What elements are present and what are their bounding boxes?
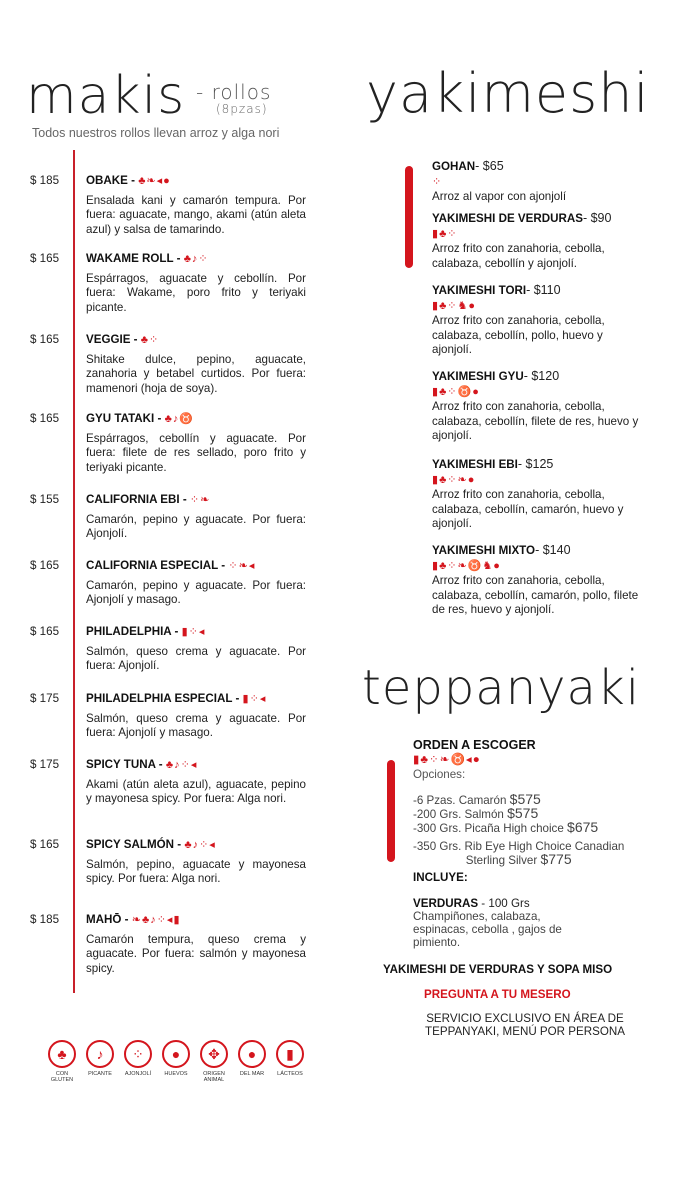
side-dish: YAKIMESHI DE VERDURAS Y SOPA MISO (383, 963, 613, 976)
item-desc: Arroz frito con zanahoria, cebolla, calabaza, cebollín, camarón, huevo y ajonjolí. (432, 488, 624, 531)
menu-item (86, 412, 306, 475)
item-desc: Camarón, pepino y aguacate. Por fuera: Ajonjolí y masago. (86, 578, 306, 607)
brush-stroke (387, 760, 395, 862)
dairy-icon: ▮ (413, 753, 421, 766)
menu-item (86, 625, 306, 674)
spicy-icon: ♪ (191, 253, 199, 265)
allergen-icons (165, 413, 194, 425)
spicy-icon: ♪ (174, 759, 181, 771)
item-price: $ 165 (30, 252, 60, 265)
sesame-icon: ⁘ (228, 560, 239, 572)
shrimp-icon: ❧ (439, 753, 451, 766)
item-price: - $120 (523, 369, 560, 383)
menu-item (432, 283, 642, 358)
divider-line (73, 150, 75, 993)
gluten-icon: ♣ (420, 753, 429, 766)
makis-title: makis (26, 66, 186, 126)
item-desc: Espárragos, aguacate y cebollín. Por fuera: Wakame, poro frito y teriyaki picante. (86, 271, 306, 314)
sesame-icon: ⁘ (447, 559, 458, 572)
sesame-icon: ⁘ (447, 473, 458, 486)
makis-pieces: (8pzas) (216, 102, 268, 116)
shrimp-icon: ❧ (131, 914, 142, 926)
allergen-icons (138, 175, 171, 187)
allergen-icons (243, 693, 267, 705)
item-desc: Salmón, queso crema y aguacate. Por fuera: Ajonjolí y masago. (86, 711, 306, 740)
dairy-icon: ▮ (432, 227, 440, 240)
allergen-icons (432, 559, 642, 574)
includes-label: INCLUYE: (413, 871, 468, 884)
item-price: - $65 (475, 159, 504, 173)
item-name: OBAKE - (86, 174, 135, 187)
item-price: - $140 (535, 543, 571, 557)
item-price: $ 165 (30, 559, 60, 572)
sesame-icon: ⁘ (447, 385, 458, 398)
menu-item (432, 369, 642, 444)
ask-waiter: PREGUNTA A TU MESERO (424, 988, 571, 1001)
fish-icon: ◂ (209, 839, 216, 851)
fish-icon: ◂ (465, 753, 473, 766)
beef-icon: ♉ (450, 753, 466, 766)
shrimp-icon: ❧ (146, 175, 157, 187)
item-price: $ 155 (30, 493, 60, 506)
shrimp-icon: ❧ (238, 560, 249, 572)
chicken-icon: ♞ (457, 299, 469, 312)
allergen-icons (432, 227, 642, 242)
yakimeshi-title: yakimeshi (366, 62, 650, 125)
sesame-icon: ⁘ (149, 334, 160, 346)
menu-item (86, 758, 306, 807)
item-desc: Shitake dulce, pepino, aguacate, zanahoria y betabel curtidos. Por fuera: mamenori (hoja de soya). (86, 352, 306, 395)
fish-icon: ◂ (190, 759, 198, 771)
allergen-icons (184, 253, 209, 265)
allergen-icons (184, 839, 215, 851)
gluten-icon: ♣ (183, 253, 192, 265)
service-note: SERVICIO EXCLUSIVO EN ÁREA DE TEPPANYAKI, MENÚ POR PERSONA (425, 1012, 625, 1038)
brush-stroke (405, 166, 413, 268)
chicken-icon: ♞ (482, 559, 494, 572)
legend-item: ▮ LÁCTEOS (274, 1040, 306, 1083)
gluten-icon: ♣ (439, 559, 448, 572)
item-price: $ 165 (30, 333, 60, 346)
legend-item: ♣ CON GLUTEN (46, 1040, 78, 1083)
item-name: YAKIMESHI TORI (432, 284, 527, 297)
sesame-icon: ⁘ (249, 693, 260, 705)
allergen-icons (432, 299, 642, 314)
allergen-icons (432, 175, 642, 190)
shrimp-icon: ❧ (457, 473, 468, 486)
sesame-icon: ⁘ (198, 253, 209, 265)
legend-item: ● HUEVOS (160, 1040, 192, 1083)
spicy-icon: ♪ (192, 839, 200, 851)
item-price: $ 165 (30, 625, 60, 638)
gluten-icon: ♣ (141, 914, 151, 926)
egg-icon: ● (468, 299, 477, 312)
fish-icon: ◂ (259, 693, 267, 705)
allergen-icons (182, 626, 206, 638)
item-name: PHILADELPHIA - (86, 625, 179, 638)
item-name: YAKIMESHI MIXTO (432, 544, 536, 557)
gluten-icon: ♣ (165, 759, 175, 771)
item-price: $ 185 (30, 913, 60, 926)
fish-icon: ◂ (198, 626, 206, 638)
item-name: YAKIMESHI GYU (432, 370, 524, 383)
menu-item (432, 159, 642, 205)
makis-subtitle: - rollos (196, 80, 272, 104)
allergen-icons (141, 334, 159, 346)
legend-item: ♪ PICANTE (84, 1040, 116, 1083)
item-name: PHILADELPHIA ESPECIAL - (86, 692, 240, 705)
gluten-icon: ♣ (164, 413, 173, 425)
item-name: YAKIMESHI EBI (432, 458, 518, 471)
dairy-icon: ▮ (432, 299, 440, 312)
egg-icon: ● (472, 753, 481, 766)
menu-item (86, 559, 306, 608)
legend-item: ✥ ORIGEN ANIMAL (198, 1040, 230, 1083)
spicy-icon: ♪ (172, 413, 180, 425)
item-desc: Salmón, queso crema y aguacate. Por fuera: Ajonjolí. (86, 644, 306, 673)
fish-icon: ◂ (166, 914, 174, 926)
item-desc: Camarón, pepino y aguacate. Por fuera: Ajonjolí. (86, 512, 306, 541)
spicy-icon: ♪ (86, 1040, 114, 1068)
item-desc: Arroz frito con zanahoria, cebolla, calabaza, cebollín, filete de res, huevo y ajonjolí. (432, 400, 639, 443)
allergen-icons (132, 914, 181, 926)
item-desc: Arroz frito con zanahoria, cebolla, calabaza, cebollín y ajonjolí. (432, 242, 605, 270)
fish-icon: ◂ (248, 560, 256, 572)
sesame-icon: ⁘ (447, 227, 458, 240)
dairy-icon: ▮ (276, 1040, 304, 1068)
item-name: GOHAN (432, 160, 476, 173)
menu-item (432, 211, 642, 271)
beef-icon: ♉ (179, 413, 195, 425)
item-name: YAKIMESHI DE VERDURAS (432, 212, 583, 225)
dairy-icon: ▮ (181, 626, 189, 638)
sesame-icon: ⁘ (188, 626, 199, 638)
dairy-icon: ▮ (173, 914, 181, 926)
egg-icon: ● (162, 1040, 190, 1068)
animal-icon: ✥ (200, 1040, 228, 1068)
spicy-icon: ♪ (150, 914, 157, 926)
item-name: WAKAME ROLL - (86, 252, 181, 265)
menu-item (86, 493, 306, 542)
option: -300 Grs. Picaña High choice $675 (413, 819, 599, 835)
menu-item (86, 838, 306, 887)
item-desc: Arroz al vapor con ajonjolí (432, 190, 567, 204)
gluten-icon: ♣ (140, 334, 149, 346)
gluten-icon: ♣ (48, 1040, 76, 1068)
item-price: $ 185 (30, 174, 60, 187)
egg-icon: ● (493, 559, 501, 572)
dairy-icon: ▮ (432, 473, 440, 486)
allergen-icons (432, 473, 642, 488)
option-list (413, 793, 598, 835)
teppanyaki-title: teppanyaki (362, 660, 641, 716)
item-price: - $110 (526, 283, 561, 297)
menu-item (86, 174, 306, 237)
menu-item (86, 913, 306, 976)
legend-item: ⁘ AJONJOLÍ (122, 1040, 154, 1083)
dairy-icon: ▮ (242, 693, 250, 705)
allergen-legend (46, 1040, 306, 1083)
option: -200 Grs. Salmón $575 (413, 805, 539, 821)
dairy-icon: ▮ (432, 559, 440, 572)
dairy-icon: ▮ (432, 385, 440, 398)
item-price: $ 175 (30, 758, 60, 771)
item-name: MAHŌ - (86, 913, 129, 926)
option-ribeye: -350 Grs. Rib Eye High Choice Canadian Sterling Silver $775 (413, 840, 625, 867)
menu-item (432, 543, 642, 618)
item-name: CALIFORNIA EBI - (86, 493, 187, 506)
beef-icon: ♉ (467, 559, 483, 572)
sesame-icon: ⁘ (429, 753, 440, 766)
menu-item (86, 692, 306, 741)
item-name: SPICY TUNA - (86, 758, 163, 771)
shrimp-icon: ❧ (200, 494, 211, 506)
options-label: Opciones: (413, 768, 466, 781)
item-desc: Salmón, pepino, aguacate y mayonesa spicy. Por fuera: Alga nori. (86, 857, 306, 886)
sesame-icon: ⁘ (156, 914, 167, 926)
item-price: $ 165 (30, 838, 60, 851)
allergen-icons (228, 560, 255, 572)
option: -6 Pzas. Camarón $575 (413, 791, 541, 807)
item-price: $ 165 (30, 412, 60, 425)
item-name: GYU TATAKI - (86, 412, 162, 425)
gluten-icon: ♣ (439, 227, 448, 240)
gluten-icon: ♣ (138, 175, 147, 187)
beef-icon: ♉ (457, 385, 473, 398)
gluten-icon: ♣ (184, 839, 193, 851)
allergen-icons (166, 759, 197, 771)
item-desc: Akami (atún aleta azul), aguacate, pepino y mayonesa spicy. Por fuera: Alga nori. (86, 777, 306, 806)
item-price: - $125 (517, 457, 554, 471)
item-price: $ 175 (30, 692, 60, 705)
sesame-icon: ⁘ (432, 175, 443, 188)
item-desc: Camarón tempura, queso crema y aguacate. Por fuera: salmón y mayonesa spicy. (86, 932, 306, 975)
egg-icon: ● (472, 385, 480, 398)
item-desc: Espárragos, cebollín y aguacate. Por fuera: filete de res sellado, poro frito y teriyaki picante. (86, 431, 306, 474)
sesame-icon: ⁘ (199, 839, 210, 851)
item-desc: Ensalada kani y camarón tempura. Por fuera: aguacate, mango, akami (atún aleta azul) y salsa de tamarindo. (86, 193, 306, 236)
allergen-icons (413, 753, 481, 766)
sea-icon: ● (238, 1040, 266, 1068)
sesame-icon: ⁘ (180, 759, 191, 771)
item-desc: Arroz frito con zanahoria, cebolla, calabaza, cebollín, camarón, pollo, filete de res, huevo y ajonjolí. (432, 574, 639, 617)
item-name: CALIFORNIA ESPECIAL - (86, 559, 226, 572)
allergen-icons (190, 494, 210, 506)
menu-item (86, 333, 306, 396)
gluten-icon: ♣ (439, 299, 448, 312)
legend-item: ● DEL MAR (236, 1040, 268, 1083)
fish-icon: ◂ (156, 175, 164, 187)
item-price: - $90 (582, 211, 612, 225)
sesame-icon: ⁘ (124, 1040, 152, 1068)
menu-item (432, 457, 642, 532)
veg-block: VERDURAS - 100 Grs Champiñones, calabaza, espinacas, cebolla , gajos de pimiento. (413, 897, 562, 949)
order-title: ORDEN A ESCOGER (413, 738, 536, 752)
egg-icon: ● (467, 473, 476, 486)
item-desc: Arroz frito con zanahoria, cebolla, calabaza, cebollín, pollo, huevo y ajonjolí. (432, 314, 605, 357)
sesame-icon: ⁘ (189, 494, 201, 506)
gluten-icon: ♣ (439, 385, 448, 398)
makis-note: Todos nuestros rollos llevan arroz y alga nori (32, 126, 280, 140)
menu-item (86, 252, 306, 315)
sesame-icon: ⁘ (447, 299, 458, 312)
allergen-icons (432, 385, 642, 400)
shrimp-icon: ❧ (457, 559, 468, 572)
item-name: VEGGIE - (86, 333, 138, 346)
item-name: SPICY SALMÓN - (86, 838, 182, 851)
gluten-icon: ♣ (439, 473, 448, 486)
sea-icon: ● (163, 175, 171, 187)
